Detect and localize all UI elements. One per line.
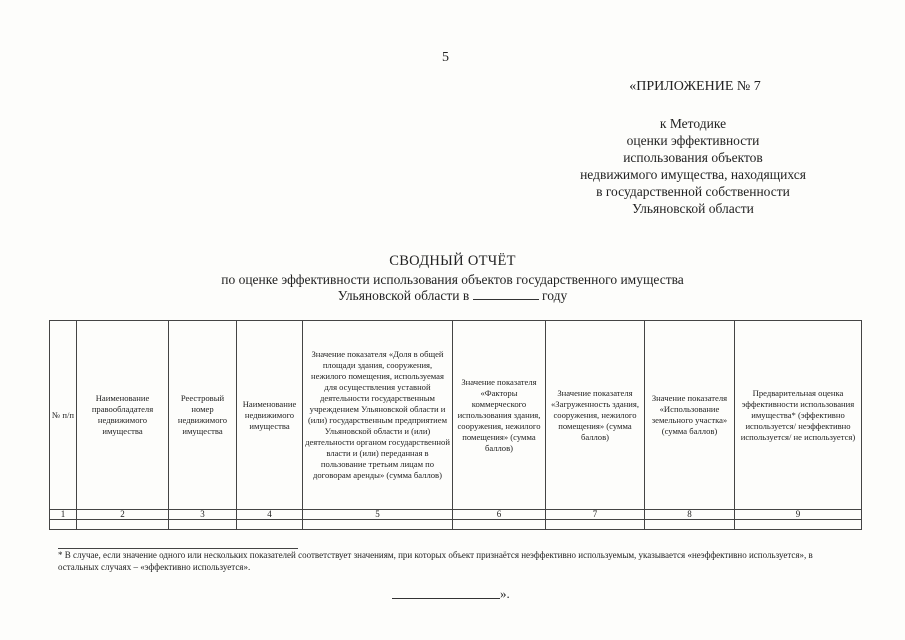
header-cell: Предварительная оценка эффективности использования имущества* (эффективно используется/ неэффективно используется/ не используется) <box>735 321 862 510</box>
appendix-subtitle-line: недвижимого имущества, находящихся <box>580 167 806 182</box>
header-cell: Наименование недвижимого имущества <box>237 321 303 510</box>
empty-cell[interactable] <box>237 520 303 530</box>
empty-cell[interactable] <box>303 520 453 530</box>
header-cell: Значение показателя «Доля в общей площади здания, сооружения, нежилого помещения, используемая для осуществления уставной деятельности государственным учреждением Ульяновской области и (или) государственным предприятием Ульяновской области и (или) деятельности органом государственной власти и (или) переданная в пользование третьим лицам по договорам аренды» (сумма баллов) <box>303 321 453 510</box>
appendix-subtitle-line: использования объектов <box>623 150 763 165</box>
appendix-title: «ПРИЛОЖЕНИЕ № 7 <box>629 79 761 94</box>
signature-blank-line[interactable] <box>392 588 500 599</box>
report-subtitle-suffix: году <box>542 288 568 303</box>
report-subtitle-line1: по оценке эффективности использования объектов государственного имущества <box>221 272 684 287</box>
column-number: 9 <box>735 510 862 520</box>
year-blank-field[interactable] <box>473 288 539 300</box>
report-table <box>49 320 862 530</box>
column-number: 2 <box>77 510 169 520</box>
empty-cell[interactable] <box>546 520 645 530</box>
report-subtitle-prefix: Ульяновской области в <box>337 288 470 303</box>
report-subtitle <box>180 272 725 304</box>
page-number: 5 <box>442 50 449 65</box>
table-header-row <box>50 321 862 510</box>
header-cell: Значение показателя «Использование земельного участка» (сумма баллов) <box>645 321 735 510</box>
header-cell: № п/п <box>50 321 77 510</box>
report-subtitle-line2 <box>180 288 725 304</box>
empty-cell[interactable] <box>453 520 546 530</box>
table-empty-row <box>50 520 862 530</box>
header-cell: Наименование правообладателя недвижимого имущества <box>77 321 169 510</box>
empty-cell[interactable] <box>77 520 169 530</box>
appendix-subtitle-line: оценки эффективности <box>626 133 760 148</box>
empty-cell[interactable] <box>645 520 735 530</box>
header-cell: Значение показателя «Факторы коммерческого использования здания, сооружения, нежилого помещения» (сумма баллов) <box>453 321 546 510</box>
report-title: СВОДНЫЙ ОТЧЁТ <box>389 253 516 269</box>
appendix-subtitle-line: к Методике <box>659 116 727 131</box>
appendix-subtitle-line: в государственной собственности <box>596 184 790 199</box>
appendix-subtitle <box>548 115 838 217</box>
column-number: 5 <box>303 510 453 520</box>
column-number: 3 <box>169 510 237 520</box>
column-number-row <box>50 510 862 520</box>
header-cell: Реестровый номер недвижимого имущества <box>169 321 237 510</box>
column-number: 6 <box>453 510 546 520</box>
column-number: 1 <box>50 510 77 520</box>
closing-mark: ». <box>500 586 510 601</box>
column-number: 8 <box>645 510 735 520</box>
header-cell: Значение показателя «Загруженность здания, сооружения, нежилого помещения» (сумма баллов) <box>546 321 645 510</box>
appendix-subtitle-line: Ульяновской области <box>632 201 754 216</box>
empty-cell[interactable] <box>169 520 237 530</box>
empty-cell[interactable] <box>735 520 862 530</box>
column-number: 7 <box>546 510 645 520</box>
footnote: * В случае, если значение одного или нескольких показателей соответствует значениям, при которых объект признаётся неэффективно используемым, указывается «неэффективно используется», в остальных случаях – «эффективно используется». <box>58 550 813 572</box>
empty-cell[interactable] <box>50 520 77 530</box>
column-number: 4 <box>237 510 303 520</box>
